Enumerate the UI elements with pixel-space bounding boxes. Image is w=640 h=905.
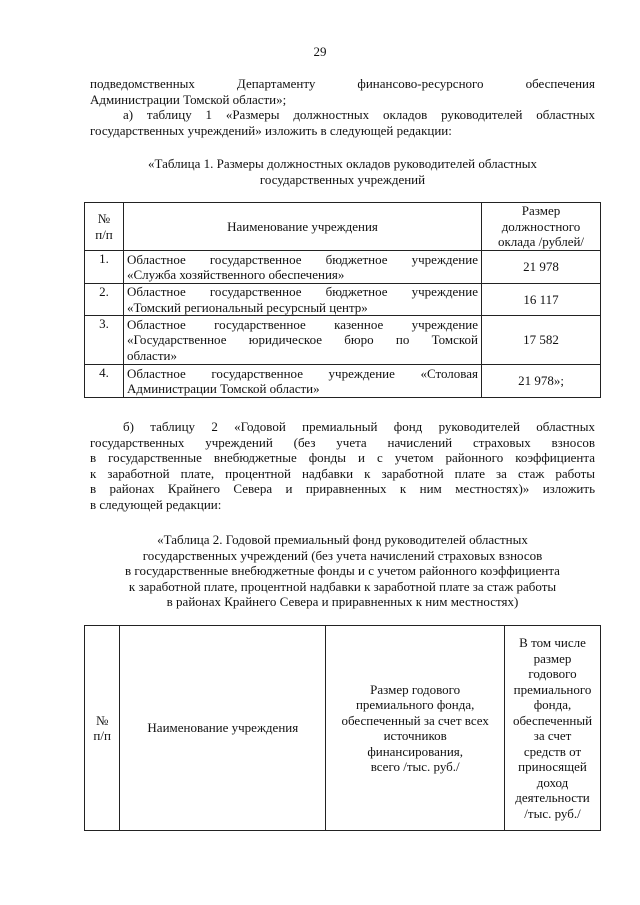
row-number: 1. — [85, 251, 124, 284]
table2-title-line: к заработной плате, процентной надбавки к заработной плате за стаж работы — [128, 578, 557, 594]
header-text: деятельности — [515, 790, 590, 805]
header-text: /тыс. руб./ — [524, 805, 581, 821]
item-b-line: в государственные внебюджетные фонды и с учетом районного коэффициента — [90, 450, 595, 465]
row-name-line: «Томский региональный ресурсный центр» — [127, 299, 368, 315]
item-b-last-line: в следующей редакции: — [90, 496, 222, 512]
intro-line-1 — [90, 76, 595, 92]
header-text: п/п — [93, 728, 111, 743]
row-value: 16 117 — [482, 284, 601, 316]
intro-word: Департаменту — [236, 76, 316, 91]
table1-header-name: Наименование учреждения — [124, 203, 482, 251]
table1-header-value — [482, 203, 601, 251]
row-value: 21 978»; — [482, 365, 601, 398]
header-text: обеспеченный за счет всех — [341, 712, 489, 728]
table2-title-line: в государственные внебюджетные фонды и с учетом районного коэффициента — [125, 563, 560, 578]
item-b-line: государственных учреждений (без учета начислений страховых взносов — [90, 434, 595, 450]
table-row — [85, 316, 601, 365]
table1-title — [90, 156, 595, 187]
row-name-line: «Служба хозяйственного обеспечения» — [127, 267, 345, 282]
item-a-line-2: государственных учреждений» изложить в следующей редакции: — [90, 122, 452, 138]
header-text: Размер годового — [370, 681, 461, 697]
row-name-line: «Государственное юридическое бюро по Томской — [127, 332, 478, 348]
row-value: 21 978 — [482, 251, 601, 284]
header-text: п/п — [95, 226, 113, 242]
table1-header-num — [85, 203, 124, 251]
intro-word: подведомственных — [90, 76, 195, 91]
row-name-line: Областное государственное бюджетное учреждение — [127, 251, 478, 267]
table2-title-line: «Таблица 2. Годовой премиальный фонд руководителей областных — [157, 532, 528, 547]
table2-header-name: Наименование учреждения — [120, 626, 326, 831]
header-text: доход — [536, 774, 569, 790]
header-text: оклада /рублей/ — [497, 234, 585, 250]
header-text: размер — [533, 650, 572, 666]
table2-header-row — [85, 626, 601, 831]
item-b-line: к заработной плате, процентной надбавки к заработной плате за стаж работы — [90, 465, 595, 481]
table2-title-line: государственных учреждений (без учета начислений страховых взносов — [142, 547, 543, 563]
item-b-paragraph — [90, 419, 595, 512]
row-name-line: Администрации Томской области» — [127, 381, 320, 396]
row-name — [124, 316, 482, 365]
page-number: 29 — [313, 44, 327, 59]
table2 — [84, 625, 601, 831]
table-row — [85, 284, 601, 316]
header-text: фонда, — [533, 697, 572, 712]
table-row — [85, 365, 601, 398]
item-b-line: б) таблицу 2 «Годовой премиальный фонд руководителей областных — [123, 419, 595, 434]
header-text: должностного — [501, 218, 581, 234]
table1-header-row — [85, 203, 601, 251]
row-name-line: Областное государственное бюджетное учреждение — [127, 284, 478, 299]
row-number: 3. — [85, 316, 124, 365]
row-name-line: Областное государственное учреждение «Столовая — [127, 365, 478, 381]
header-text: В том числе — [519, 635, 586, 650]
header-text: источников — [383, 728, 447, 743]
intro-word: обеспечения — [525, 76, 595, 91]
header-text: Размер — [521, 203, 561, 219]
header-text: средств от — [523, 743, 582, 759]
header-text: премиального фонда, — [355, 697, 475, 712]
row-number: 2. — [85, 284, 124, 316]
header-text: за счет — [533, 728, 572, 743]
row-name — [124, 284, 482, 316]
table1 — [84, 202, 601, 398]
row-name — [124, 365, 482, 398]
table2-title — [90, 532, 595, 610]
header-text: премиального — [513, 681, 592, 697]
header-text: № — [95, 712, 109, 728]
row-name — [124, 251, 482, 284]
header-text: приносящей — [518, 759, 587, 774]
table2-header-num — [85, 626, 120, 831]
item-b-line: в районах Крайнего Севера и приравненных к ним местностях)» изложить — [90, 481, 595, 496]
item-a-line-1: а) таблицу 1 «Размеры должностных окладов руководителей областных — [123, 107, 595, 122]
header-text: обеспеченный — [512, 712, 593, 728]
intro-line-2: Администрации Томской области»; — [90, 91, 287, 107]
header-text: финансирования, — [367, 743, 463, 759]
row-name-line: области» — [127, 347, 177, 363]
header-text: всего /тыс. руб./ — [370, 759, 460, 774]
table2-header-income — [505, 626, 601, 831]
header-text: № — [97, 211, 111, 226]
intro-paragraph — [90, 76, 595, 138]
table1-title-line: «Таблица 1. Размеры должностных окладов руководителей областных — [147, 156, 538, 171]
table1-title-line: государственных учреждений — [259, 171, 426, 187]
row-value: 17 582 — [482, 316, 601, 365]
intro-word: финансово-ресурсного — [357, 76, 484, 91]
row-number: 4. — [85, 365, 124, 398]
table2-title-line: в районах Крайнего Севера и приравненных к ним местностях) — [166, 594, 519, 609]
table-row — [85, 251, 601, 284]
header-text: годового — [528, 666, 577, 681]
row-name-line: Областное государственное казенное учреждение — [127, 316, 478, 332]
table2-header-total — [326, 626, 505, 831]
